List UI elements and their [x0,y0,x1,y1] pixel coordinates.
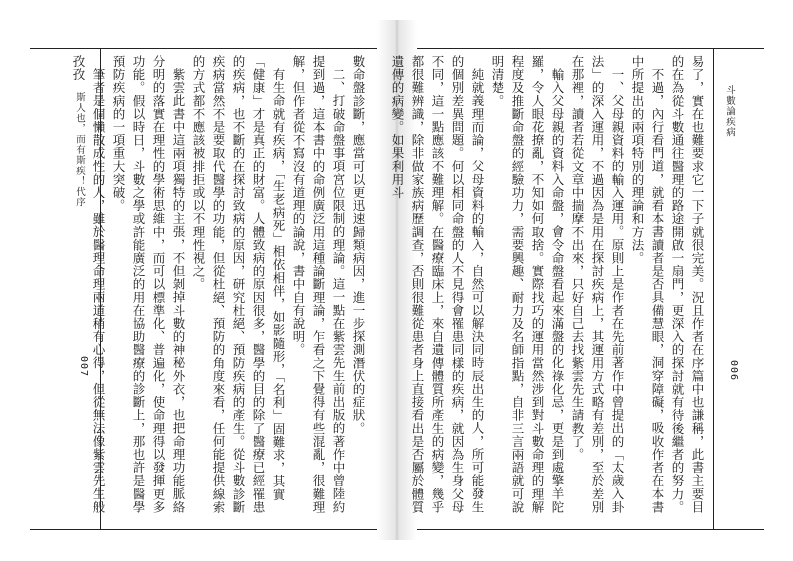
right-running-title: 斗數論疾病 [724,85,735,138]
paragraph: 不過，內行看門道，就看本書讀者是否具備慧眼，洞穿障礙，吸收作者在本書中所提出的兩項特別的理論和方法。 [630,55,665,513]
paragraph: 純就義理而論，父母資料的輸入，自然可以解決同時辰出生的人，所可能發生的個別差異問題。何以相同命盤的人不見得會罹患同樣的疾病，就因為生身父母不同，這一點應該不難理解。在醫療臨床上，來自遺傳體質所產生的病變，幾乎都很難辨識，除非做家族病歷調查，否則很難從患者身上直接看出是否屬於體質遺傳的病變。如果利用斗 [390,55,485,514]
paragraph: 輸入父母親的資料入命盤，會令命盤看起來滿盤的化祿化忌，更是到處擎羊陀羅，令人眼花撩亂，不知如何取捨。實際找巧的運用當然涉到對斗數命理的理解程度及推斷命盤的經驗功力，需要興趣、耐力及名師指點，自非三言兩語就可說明清楚。 [490,55,565,514]
right-page-top-rule [417,48,764,49]
paragraph: 二、打破命盤事項宮位限制的理論。這一點在紫雲先生前出版的著作中曾陸約提到過，這本書中的命例廣泛用這種論斷理論，乍看之下覺得有些混亂，很難理解，但作者從不寫沒有道理的論說，書中自有說明。 [291,55,346,514]
paragraph: 有生命就有疾病，「生老病死」相依相伴，如影隨形，「名利」固難求，其實「健康」才是真正的財富。人體致病的原因很多，醫學的目的除了醫療已經罹患的疾病，也不斷的在探討致病的原因，研究杜絕、預防疾病的產生。從斗數診斷疾病當然不是要取代醫學的功能，但從杜絕、預防的角度來看，任何能提供線索的方式都不應該被排拒或以不理性視之。 [191,55,286,514]
right-page-body [387,55,707,525]
paragraph: 筆者是個懶散成性的人，雖於醫理命理兩道稍有心得，但從無法像紫雲先生般孜孜 [71,55,106,513]
left-page-bottom-rule [30,529,377,530]
paragraph: 數命盤診斷，應當可以更迅速歸類病因，進一步探測潛伏的症狀。 [351,55,366,435]
left-page-body [68,55,368,525]
right-page-number: 006 [728,360,739,382]
paragraph: 一、父母親資料的輸入運用。原則上是作者在先前著作中曾提出的「太歲入卦法」的深入運用，不過因為是用在探討疾病上，其運用方式略有差別，至於差別在那裡，讀者若從文章中揣摩不出來，只好自己去找紫雲先生請教了。 [570,55,625,514]
left-page-top-rule [30,48,377,49]
right-page-margin-rule [713,48,714,529]
paragraph: 紫雲此書中這兩項獨特的主張，不但剝掉斗數的神秘外衣，也把命理功能脈絡分明的落實在理性的學術思維中，而可以標準化、普遍化，使命理得以發揮更多功能。假以時日，斗數之學或許能廣泛的用在協助醫療的診斷上，那也許是醫學預防疾病的一項重大突破。 [111,55,186,514]
left-running-title: 斯人也，而有斯疾！代序 [74,92,85,208]
left-page-number: 007 [78,356,89,378]
paragraph: 易了，實在也難要求它一下子就很完美。況且作者在序篇中也謙稱，此書主要目的在為從斗數通往醫理的路途開啟一扇門，更深入的探討就有待後繼者的努力。 [670,55,705,514]
right-page-bottom-rule [417,529,764,530]
